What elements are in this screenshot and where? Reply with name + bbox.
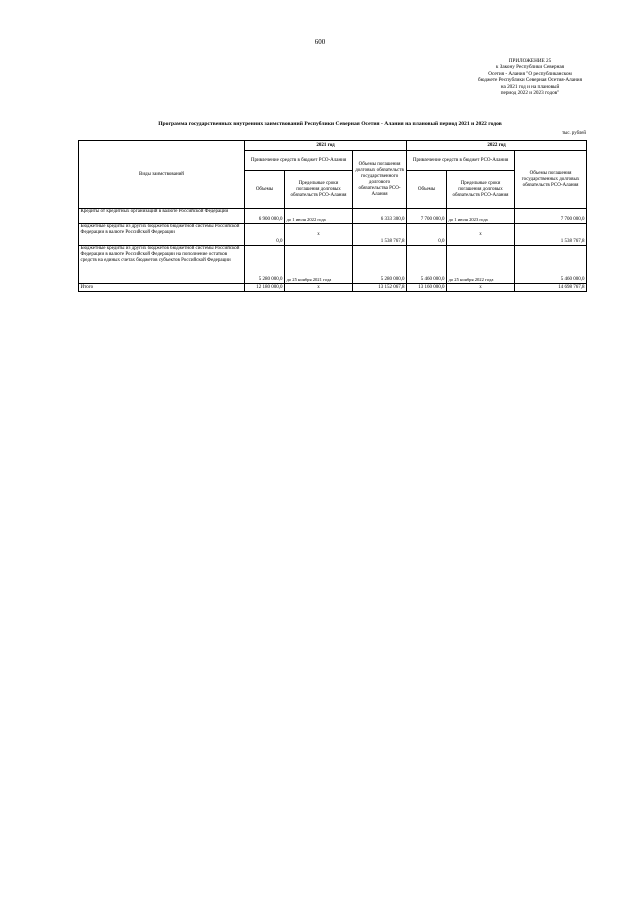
row-repay-2022: 5 460 000,0 — [515, 246, 587, 284]
row-repay-2022: 1 538 767,8 — [515, 224, 587, 246]
table-row — [79, 246, 587, 284]
row-term-2022: x — [447, 224, 515, 246]
appendix-line: на 2021 год и на плановый — [500, 83, 560, 90]
appendix-line: период 2022 и 2023 годов" — [500, 90, 560, 97]
row-name: Бюджетные кредиты из других бюджетов бюджетной системы Российской Федерации в валюте Российской Федерации на пополнение остатков средств на единых счетах бюджетов субъектов Российской Федерации — [79, 246, 245, 284]
row-volume-2022: 7 700 000,0 — [407, 209, 447, 224]
header-year-2021: 2021 год — [245, 141, 407, 151]
row-volume-2022: 5 460 000,0 — [407, 246, 447, 284]
total-volume-2022: 13 160 000,0 — [407, 284, 447, 292]
total-term-2021: x — [285, 284, 353, 292]
header-volumes-2022: Объемы — [407, 171, 447, 209]
row-repay-2021: 5 280 000,0 — [353, 246, 407, 284]
row-repay-2021: 1 538 767,8 — [353, 224, 407, 246]
header-repay-2022: Объемы погашения государственных долговых обязательств РСО-Алания — [515, 151, 587, 209]
header-borrowing-kind: Виды заимствований — [79, 141, 245, 209]
row-term-2021: x — [285, 224, 353, 246]
row-volume-2021: 0,0 — [245, 224, 285, 246]
table-row — [79, 209, 587, 224]
row-name: Кредиты от кредитных организаций в валюте Российской Федерации — [79, 209, 245, 224]
header-attract-2022: Привлечение средств в бюджет РСО-Алания — [407, 151, 515, 171]
total-label: Итого — [79, 284, 245, 292]
appendix-line: Осетия - Алания "О республиканском — [488, 70, 572, 77]
row-repay-2021: 6 333 300,0 — [353, 209, 407, 224]
total-row — [79, 284, 587, 292]
header-term-2021: Предельные сроки погашения долговых обязательств РСО-Алания — [285, 171, 353, 209]
table-row — [79, 224, 587, 246]
header-year-2022: 2022 год — [407, 141, 587, 151]
document-title: Программа государственных внутренних заимствований Республики Северная Осетия - Алания на плановый период 2021 и 2022 годов — [158, 121, 502, 127]
header-term-2022: Предельные сроки погашения долговых обязательств РСО-Алания — [447, 171, 515, 209]
total-term-2022: x — [447, 284, 515, 292]
page-number: 600 — [314, 38, 326, 46]
total-volume-2021: 12 180 000,0 — [245, 284, 285, 292]
appendix-line: бюджете Республики Северная Осетия-Алания — [478, 77, 582, 84]
row-term-2021: до 1 июля 2022 года — [285, 209, 353, 224]
appendix-block — [470, 58, 590, 96]
row-term-2022: до 1 июля 2023 года — [447, 209, 515, 224]
row-volume-2022: 0,0 — [407, 224, 447, 246]
header-attract-2021: Привлечение средств в бюджет РСО-Алания — [245, 151, 353, 171]
appendix-line: к Закону Республики Северная — [495, 64, 565, 71]
appendix-line: ПРИЛОЖЕНИЕ 25 — [508, 58, 552, 64]
row-term-2022: до 25 ноября 2022 года — [447, 246, 515, 284]
total-repay-2022: 14 698 767,8 — [515, 284, 587, 292]
total-repay-2021: 13 152 067,8 — [353, 284, 407, 292]
borrowings-table — [78, 140, 587, 292]
row-repay-2022: 7 700 000,0 — [515, 209, 587, 224]
row-name: Бюджетные кредиты из других бюджетов бюджетной системы Российской Федерации в валюте Российской Федерации — [79, 224, 245, 246]
units-label: тыс. рублей — [562, 131, 586, 136]
header-volumes-2021: Объемы — [245, 171, 285, 209]
row-volume-2021: 6 900 000,0 — [245, 209, 285, 224]
header-repay-2021: Объемы погашения долговых обязательств государственного долгового обязательства РСО-Алания — [353, 151, 407, 209]
row-term-2021: до 25 ноября 2021 года — [285, 246, 353, 284]
row-volume-2021: 5 280 000,0 — [245, 246, 285, 284]
